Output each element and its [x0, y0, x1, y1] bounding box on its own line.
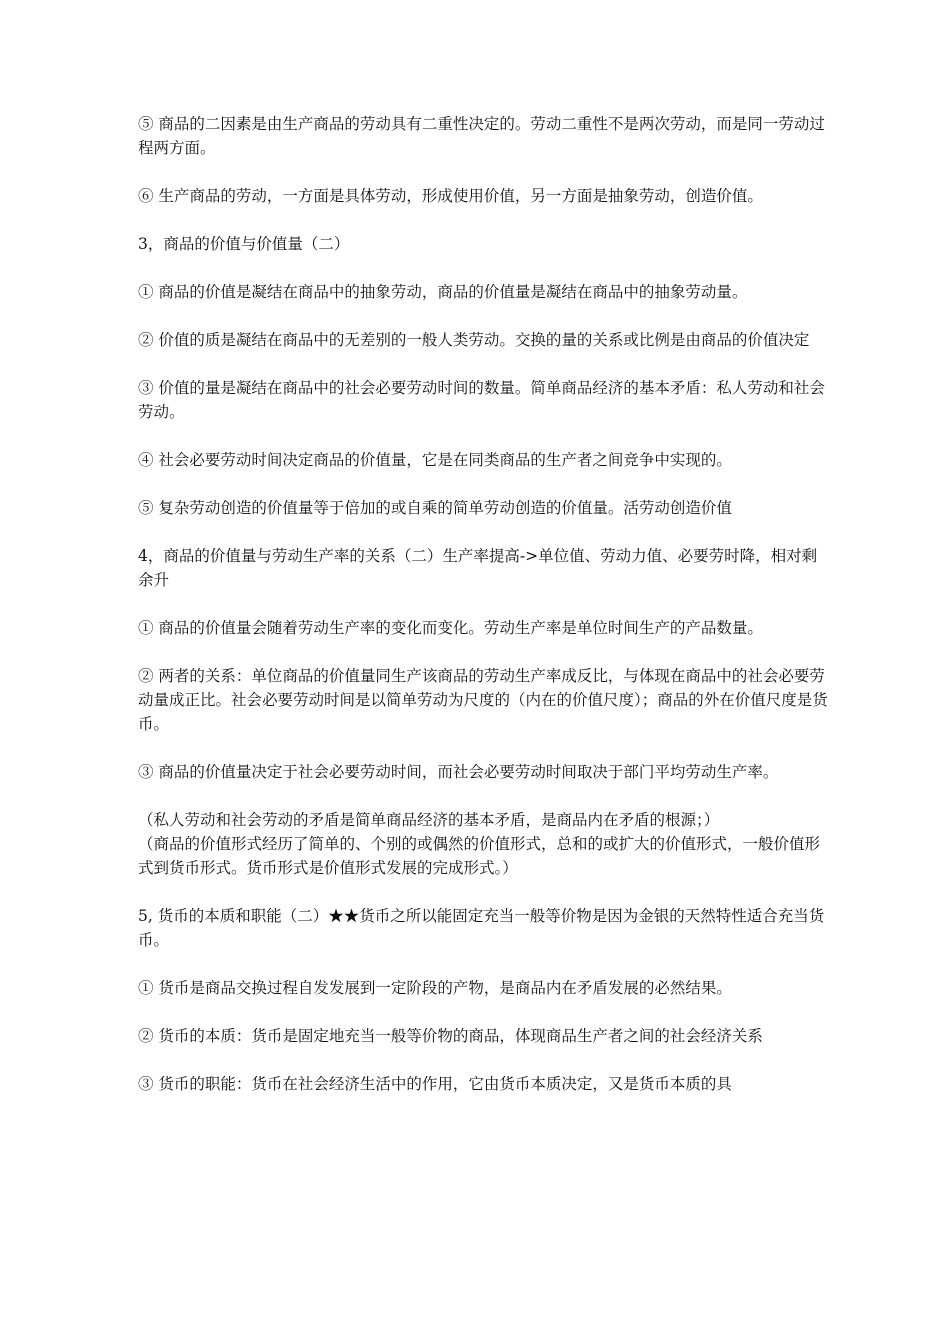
- section-heading-3: 3，商品的价值与价值量（二）: [138, 235, 350, 253]
- paragraph-2: ⑥ 生产商品的劳动，一方面是具体劳动，形成使用价值，另一方面是抽象劳动，创造价值。: [138, 187, 763, 205]
- paragraph-17: ② 货币的本质：货币是固定地充当一般等价物的商品，体现商品生产者之间的社会经济关系: [138, 1027, 763, 1045]
- paragraph-12: ③ 商品的价值量决定于社会必要劳动时间，而社会必要劳动时间取决于部门平均劳动生产率。: [138, 763, 779, 781]
- paragraph-4: ① 商品的价值是凝结在商品中的抽象劳动，商品的价值量是凝结在商品中的抽象劳动量。: [138, 283, 748, 301]
- paragraph-8: ⑤ 复杂劳动创造的价值量等于倍加的或自乘的简单劳动创造的价值量。活劳动创造价值: [138, 499, 732, 517]
- note-paragraph-1: （私人劳动和社会劳动的矛盾是简单商品经济的基本矛盾，是商品内在矛盾的根源；）: [138, 811, 720, 829]
- section-heading-5: 5, 货币的本质和职能（二）★★货币之所以能固定充当一般等价物是因为金银的天然特性适合充当货币。: [138, 907, 825, 949]
- paragraph-10: ① 商品的价值量会随着劳动生产率的变化而变化。劳动生产率是单位时间生产的产品数量。: [138, 619, 763, 637]
- paragraph-5: ② 价值的质是凝结在商品中的无差别的一般人类劳动。交换的量的关系或比例是由商品的价值决定: [138, 331, 810, 349]
- paragraph-11: ② 两者的关系：单位商品的价值量同生产该商品的劳动生产率成反比，与体现在商品中的社会必要劳动量成正比。社会必要劳动时间是以简单劳动为尺度的（内在的价值尺度）；商品的外在价值尺度是货币。: [138, 667, 828, 733]
- paragraph-6: ③ 价值的量是凝结在商品中的社会必要劳动时间的数量。简单商品经济的基本矛盾：私人劳动和社会劳动。: [138, 379, 825, 421]
- paragraph-7: ④ 社会必要劳动时间决定商品的价值量，它是在同类商品的生产者之间竞争中实现的。: [138, 451, 732, 469]
- section-heading-4: 4，商品的价值量与劳动生产率的关系（二）生产率提高->单位值、劳动力值、必要劳时降，相对剩余升: [138, 547, 818, 589]
- paragraph-16: ① 货币是商品交换过程自发发展到一定阶段的产物，是商品内在矛盾发展的必然结果。: [138, 979, 732, 997]
- paragraph-1: ⑤ 商品的二因素是由生产商品的劳动具有二重性决定的。劳动二重性不是两次劳动，而是同一劳动过程两方面。: [138, 115, 825, 157]
- note-paragraph-2: （商品的价值形式经历了简单的、个别的或偶然的价值形式，总和的或扩大的价值形式，一般价值形式到货币形式。货币形式是价值形式发展的完成形式。）: [138, 835, 821, 877]
- paragraph-18: ③ 货币的职能：货币在社会经济生活中的作用，它由货币本质决定，又是货币本质的具: [138, 1075, 732, 1093]
- document-page: [138, 112, 828, 1120]
